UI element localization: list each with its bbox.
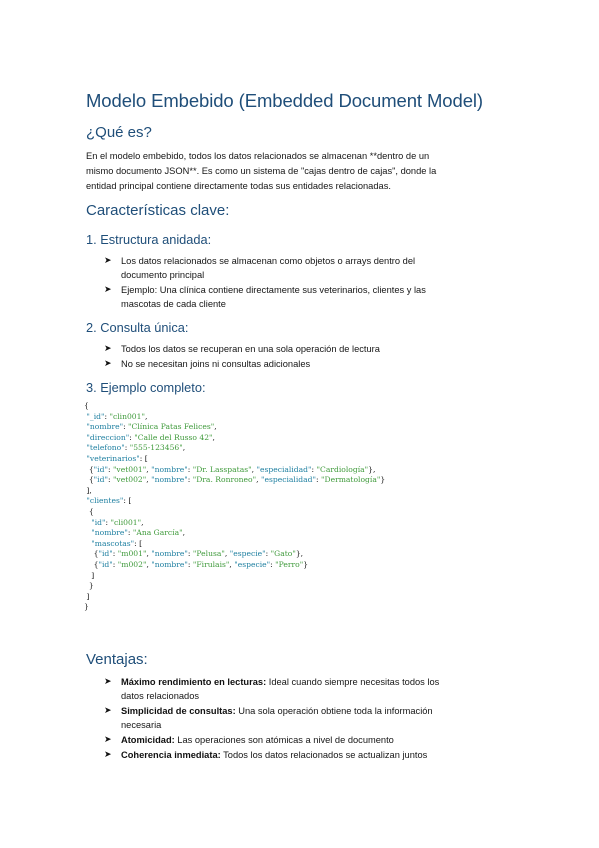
subsection-heading-consulta: 2. Consulta única: (86, 320, 189, 335)
subsection-heading-ejemplo: 3. Ejemplo completo: (86, 380, 206, 395)
list-item (104, 283, 504, 311)
list-item-text: mascotas de cada cliente (121, 299, 226, 309)
intro-line: En el modelo embebido, todos los datos relacionados se almacenan **dentro de un (86, 151, 430, 161)
arrowhead-bullet-icon: ➤ (104, 343, 112, 353)
section-heading-caracteristicas: Características clave: (86, 202, 230, 219)
arrowhead-bullet-icon: ➤ (104, 358, 112, 368)
advantage-title: Simplicidad de consultas: (121, 706, 236, 716)
arrowhead-bullet-icon: ➤ (104, 734, 112, 744)
arrowhead-bullet-icon: ➤ (104, 705, 112, 715)
list-item-text: necesaria (121, 720, 162, 730)
list-item-text: Ideal cuando siempre necesitas todos los (266, 677, 440, 687)
intro-line: entidad principal contiene directamente todas sus entidades relacionadas. (86, 181, 391, 191)
advantage-title: Máximo rendimiento en lecturas: (121, 677, 267, 687)
intro-paragraph (86, 149, 496, 194)
list-item (104, 675, 504, 703)
list-item (104, 254, 504, 282)
page-title: Modelo Embebido (Embedded Document Model) (86, 90, 483, 111)
arrowhead-bullet-icon: ➤ (104, 255, 112, 265)
list-item-text: Las operaciones son atómicas a nivel de documento (174, 735, 394, 745)
list-item (104, 733, 504, 747)
list-item-text: documento principal (121, 270, 205, 280)
list-item-text: Ejemplo: Una clínica contiene directamente sus veterinarios, clientes y las (121, 285, 426, 295)
list-item-text: Todos los datos se recuperan en una sola operación de lectura (121, 344, 380, 354)
list-item-text: Los datos relacionados se almacenan como objetos o arrays dentro del (121, 256, 416, 266)
list-item (104, 357, 504, 371)
arrowhead-bullet-icon: ➤ (104, 284, 112, 294)
intro-line: mismo documento JSON**. Es como un sistema de "cajas dentro de cajas", donde la (86, 166, 437, 176)
list-item (104, 342, 504, 356)
section-heading-ventajas: Ventajas: (86, 651, 148, 668)
list-item-text: No se necesitan joins ni consultas adicionales (121, 359, 311, 369)
list-item-text: Una sola operación obtiene toda la información (235, 706, 433, 716)
advantage-title: Atomicidad: (121, 735, 175, 745)
arrowhead-bullet-icon: ➤ (104, 749, 112, 759)
json-code-block: { "_id": "clin001", "nombre": "Clínica Patas Felices", "direccion": "Calle del Russo 42", "telefono": "555-123456", "veterinarios": [ {"id": "vet001", "nombre": "Dr. Lasspatas", "especialidad": "Cardiología"}, {"id": "vet002", "nombre": "Dra. Ronroneo", "especialidad": "Dermatología"} ], "clientes": [ { "id": "cli001", "nombre": "Ana García", "mascotas": [ {"id": "m001", "nombre": "Pelusa", "especie": "Gato"}, {"id": "m002", "nombre": "Firulais", "especie": "Perro"} ] } ] } (84, 401, 386, 612)
list-item (104, 748, 504, 762)
list-item (104, 704, 504, 732)
section-heading-que-es: ¿Qué es? (86, 124, 152, 141)
advantage-title: Coherencia inmediata: (121, 750, 221, 760)
arrowhead-bullet-icon: ➤ (104, 676, 112, 686)
list-item-text: Todos los datos relacionados se actualizan juntos (220, 750, 428, 760)
subsection-heading-estructura: 1. Estructura anidada: (86, 232, 212, 247)
list-item-text: datos relacionados (121, 691, 200, 701)
